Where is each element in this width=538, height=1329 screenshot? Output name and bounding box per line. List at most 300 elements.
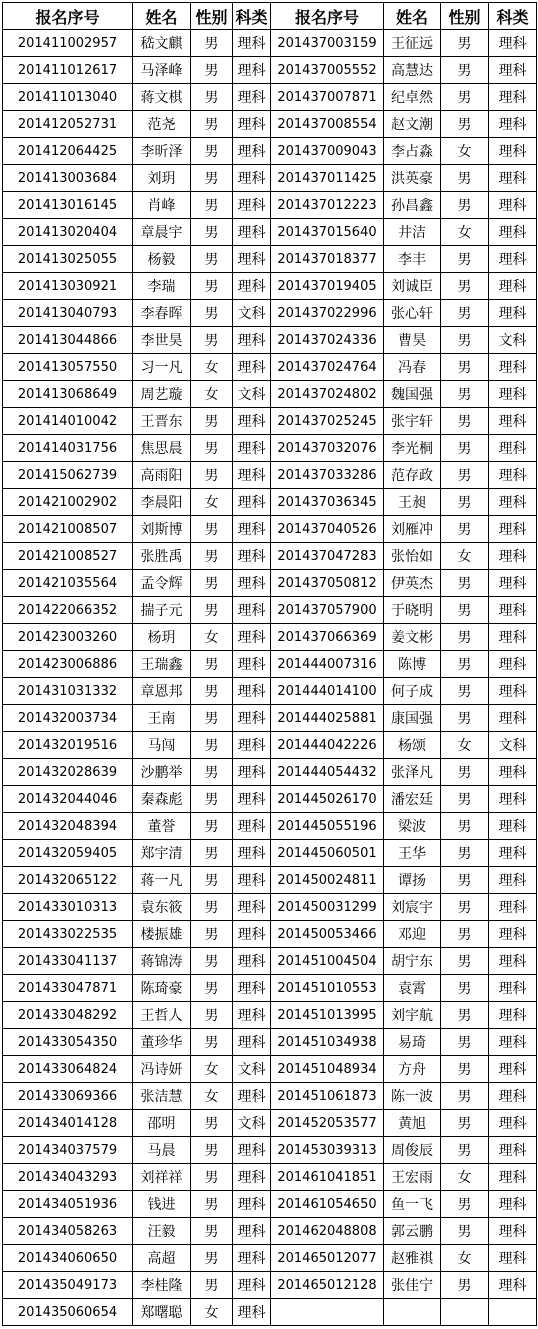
cell-subject: 理科 bbox=[489, 543, 537, 570]
table-row bbox=[3, 1218, 537, 1245]
cell-subject: 理科 bbox=[489, 894, 537, 921]
table-row bbox=[3, 1272, 537, 1299]
cell-gender: 男 bbox=[441, 273, 489, 300]
cell-id: 201437015640 bbox=[271, 219, 384, 246]
cell-gender: 男 bbox=[191, 1272, 233, 1299]
cell-gender: 男 bbox=[191, 1110, 233, 1137]
cell-subject: 理科 bbox=[489, 192, 537, 219]
cell-subject: 文科 bbox=[233, 1056, 271, 1083]
cell-gender: 男 bbox=[191, 948, 233, 975]
cell-gender: 女 bbox=[441, 1164, 489, 1191]
cell-subject: 理科 bbox=[233, 408, 271, 435]
cell-subject: 理科 bbox=[489, 165, 537, 192]
cell-name: 孙昌鑫 bbox=[384, 192, 441, 219]
cell-id: 201437032076 bbox=[271, 435, 384, 462]
cell-subject: 理科 bbox=[489, 813, 537, 840]
cell-name: 肖峰 bbox=[133, 192, 191, 219]
cell-id: 201411012617 bbox=[3, 57, 133, 84]
cell-subject: 理科 bbox=[233, 732, 271, 759]
table-row bbox=[3, 516, 537, 543]
cell-subject: 理科 bbox=[233, 354, 271, 381]
cell-gender: 男 bbox=[191, 327, 233, 354]
cell-subject: 文科 bbox=[233, 300, 271, 327]
cell-id: 201413020404 bbox=[3, 219, 133, 246]
cell-id: 201437050812 bbox=[271, 570, 384, 597]
table-row bbox=[3, 246, 537, 273]
cell-subject: 理科 bbox=[489, 1083, 537, 1110]
cell-name: 张洁慧 bbox=[133, 1083, 191, 1110]
cell-gender: 男 bbox=[191, 597, 233, 624]
cell-id: 201433022535 bbox=[3, 921, 133, 948]
cell-id: 201437009043 bbox=[271, 138, 384, 165]
cell-subject: 理科 bbox=[489, 111, 537, 138]
cell-gender: 男 bbox=[441, 246, 489, 273]
cell-gender: 男 bbox=[441, 1002, 489, 1029]
cell-gender: 男 bbox=[441, 624, 489, 651]
cell-name: 王哲人 bbox=[133, 1002, 191, 1029]
cell-subject: 理科 bbox=[233, 1218, 271, 1245]
cell-name: 嵇文麒 bbox=[133, 30, 191, 57]
cell-gender: 男 bbox=[191, 651, 233, 678]
cell-gender: 男 bbox=[191, 192, 233, 219]
cell-name: 井洁 bbox=[384, 219, 441, 246]
cell-subject: 理科 bbox=[489, 462, 537, 489]
cell-name: 于晓明 bbox=[384, 597, 441, 624]
cell-id: 201435060654 bbox=[3, 1299, 133, 1326]
cell-subject: 理科 bbox=[489, 948, 537, 975]
cell-subject: 理科 bbox=[489, 570, 537, 597]
cell-gender: 男 bbox=[191, 543, 233, 570]
cell-name: 李桂隆 bbox=[133, 1272, 191, 1299]
cell-name: 袁东筱 bbox=[133, 894, 191, 921]
cell-gender: 男 bbox=[441, 57, 489, 84]
cell-id: 201413030921 bbox=[3, 273, 133, 300]
cell-subject: 理科 bbox=[233, 57, 271, 84]
cell-name: 汪毅 bbox=[133, 1218, 191, 1245]
cell-id: 201437024336 bbox=[271, 327, 384, 354]
cell-gender: 男 bbox=[191, 1029, 233, 1056]
cell-subject: 理科 bbox=[233, 786, 271, 813]
cell-id: 201450053466 bbox=[271, 921, 384, 948]
cell-id: 201433041137 bbox=[3, 948, 133, 975]
cell-name: 揣子元 bbox=[133, 597, 191, 624]
cell-name: 高慧达 bbox=[384, 57, 441, 84]
cell-name: 杨颂 bbox=[384, 732, 441, 759]
cell-gender: 男 bbox=[441, 705, 489, 732]
cell-gender: 男 bbox=[441, 1083, 489, 1110]
cell-name: 王昶 bbox=[384, 489, 441, 516]
col-header-gender: 性别 bbox=[191, 3, 233, 30]
table-row bbox=[3, 543, 537, 570]
cell-name: 曹昊 bbox=[384, 327, 441, 354]
cell-id: 201461041851 bbox=[271, 1164, 384, 1191]
cell-subject: 理科 bbox=[489, 30, 537, 57]
cell-id: 201413003684 bbox=[3, 165, 133, 192]
cell-id: 201451013995 bbox=[271, 1002, 384, 1029]
cell-id: 201415062739 bbox=[3, 462, 133, 489]
cell-subject: 理科 bbox=[489, 1272, 537, 1299]
cell-id: 201421008527 bbox=[3, 543, 133, 570]
cell-subject: 文科 bbox=[233, 1110, 271, 1137]
cell-id: 201437005552 bbox=[271, 57, 384, 84]
cell-subject: 理科 bbox=[233, 840, 271, 867]
cell-subject: 理科 bbox=[489, 300, 537, 327]
cell-name: 杨毅 bbox=[133, 246, 191, 273]
cell-name: 赵文潮 bbox=[384, 111, 441, 138]
cell-subject: 理科 bbox=[489, 489, 537, 516]
cell-id: 201414031756 bbox=[3, 435, 133, 462]
cell-id: 201414010042 bbox=[3, 408, 133, 435]
table-row bbox=[3, 840, 537, 867]
cell-id: 201437025245 bbox=[271, 408, 384, 435]
cell-gender: 男 bbox=[441, 867, 489, 894]
cell-id: 201423006886 bbox=[3, 651, 133, 678]
cell-id: 201434060650 bbox=[3, 1245, 133, 1272]
table-row bbox=[3, 867, 537, 894]
cell-name: 章晨宇 bbox=[133, 219, 191, 246]
cell-id: 201432019516 bbox=[3, 732, 133, 759]
cell-gender: 男 bbox=[441, 462, 489, 489]
cell-gender: 男 bbox=[191, 1002, 233, 1029]
cell-name: 纪卓然 bbox=[384, 84, 441, 111]
cell-gender: 男 bbox=[441, 1110, 489, 1137]
cell-id: 201434014128 bbox=[3, 1110, 133, 1137]
cell-name: 刘诚臣 bbox=[384, 273, 441, 300]
table-row bbox=[3, 597, 537, 624]
cell-id: 201451061873 bbox=[271, 1083, 384, 1110]
cell-gender: 男 bbox=[191, 30, 233, 57]
cell-id: 201437007871 bbox=[271, 84, 384, 111]
table-row bbox=[3, 408, 537, 435]
cell-id: 201433064824 bbox=[3, 1056, 133, 1083]
table-row bbox=[3, 759, 537, 786]
cell-subject: 理科 bbox=[233, 1299, 271, 1326]
cell-gender: 男 bbox=[441, 813, 489, 840]
cell-subject: 理科 bbox=[233, 111, 271, 138]
cell-gender: 女 bbox=[441, 219, 489, 246]
col-header-subject: 科类 bbox=[233, 3, 271, 30]
cell-id: 201445026170 bbox=[271, 786, 384, 813]
cell-id: 201444014100 bbox=[271, 678, 384, 705]
cell-subject: 理科 bbox=[233, 894, 271, 921]
table-row bbox=[3, 1299, 537, 1326]
table-row bbox=[3, 165, 537, 192]
cell-name: 李昕泽 bbox=[133, 138, 191, 165]
cell-subject: 理科 bbox=[233, 1029, 271, 1056]
cell-name: 王宏雨 bbox=[384, 1164, 441, 1191]
table-row bbox=[3, 921, 537, 948]
cell-subject: 理科 bbox=[489, 705, 537, 732]
cell-gender: 男 bbox=[441, 597, 489, 624]
cell-gender: 男 bbox=[191, 462, 233, 489]
cell-name: 张怡如 bbox=[384, 543, 441, 570]
cell-id: 201453039313 bbox=[271, 1137, 384, 1164]
cell-name: 洪英豪 bbox=[384, 165, 441, 192]
table-row bbox=[3, 273, 537, 300]
cell-name: 陈博 bbox=[384, 651, 441, 678]
cell-subject: 理科 bbox=[489, 381, 537, 408]
table-row bbox=[3, 1083, 537, 1110]
cell-name: 易琦 bbox=[384, 1029, 441, 1056]
cell-id: 201432059405 bbox=[3, 840, 133, 867]
cell-id: 201465012128 bbox=[271, 1272, 384, 1299]
cell-gender: 男 bbox=[441, 786, 489, 813]
cell-id: 201437003159 bbox=[271, 30, 384, 57]
cell-gender: 男 bbox=[441, 408, 489, 435]
cell-subject: 理科 bbox=[233, 84, 271, 111]
cell-subject: 理科 bbox=[233, 1191, 271, 1218]
table-row bbox=[3, 732, 537, 759]
cell-subject: 理科 bbox=[489, 975, 537, 1002]
cell-subject: 理科 bbox=[233, 1002, 271, 1029]
cell-subject: 理科 bbox=[489, 84, 537, 111]
cell-gender: 男 bbox=[191, 894, 233, 921]
cell-gender: 男 bbox=[191, 570, 233, 597]
table-row bbox=[3, 1110, 537, 1137]
cell-name: 邵明 bbox=[133, 1110, 191, 1137]
cell-id: 201432048394 bbox=[3, 813, 133, 840]
cell-subject: 理科 bbox=[233, 543, 271, 570]
cell-subject: 理科 bbox=[489, 759, 537, 786]
cell-gender: 男 bbox=[441, 975, 489, 1002]
cell-name: 刘雁冲 bbox=[384, 516, 441, 543]
cell-id: 201451048934 bbox=[271, 1056, 384, 1083]
cell-subject: 理科 bbox=[233, 516, 271, 543]
cell-subject: 理科 bbox=[233, 867, 271, 894]
cell-id: 201412052731 bbox=[3, 111, 133, 138]
cell-subject: 理科 bbox=[489, 1137, 537, 1164]
cell-subject: 理科 bbox=[233, 327, 271, 354]
cell-id: 201434058263 bbox=[3, 1218, 133, 1245]
cell-subject: 理科 bbox=[233, 1083, 271, 1110]
cell-gender: 女 bbox=[441, 732, 489, 759]
cell-subject: 理科 bbox=[233, 570, 271, 597]
table-row bbox=[3, 192, 537, 219]
cell-name: 马闯 bbox=[133, 732, 191, 759]
cell-gender: 男 bbox=[441, 1137, 489, 1164]
cell-gender: 男 bbox=[441, 30, 489, 57]
cell-subject: 理科 bbox=[233, 975, 271, 1002]
table-row bbox=[3, 1245, 537, 1272]
table-row bbox=[3, 489, 537, 516]
table-row bbox=[3, 894, 537, 921]
cell-subject: 理科 bbox=[233, 813, 271, 840]
cell-name: 赵雅祺 bbox=[384, 1245, 441, 1272]
cell-name: 魏国强 bbox=[384, 381, 441, 408]
cell-name: 周俊辰 bbox=[384, 1137, 441, 1164]
col-header-name: 姓名 bbox=[133, 3, 191, 30]
cell-subject: 理科 bbox=[233, 165, 271, 192]
cell-id: 201432044046 bbox=[3, 786, 133, 813]
cell-gender: 男 bbox=[191, 57, 233, 84]
cell-subject: 理科 bbox=[233, 138, 271, 165]
cell-id: 201432065122 bbox=[3, 867, 133, 894]
cell-id: 201437024802 bbox=[271, 381, 384, 408]
cell-name: 胡宁东 bbox=[384, 948, 441, 975]
cell-id: 201411002957 bbox=[3, 30, 133, 57]
cell-id: 201462048808 bbox=[271, 1218, 384, 1245]
cell-name: 冯春 bbox=[384, 354, 441, 381]
cell-name: 范尧 bbox=[133, 111, 191, 138]
cell-id: 201422066352 bbox=[3, 597, 133, 624]
cell-gender: 男 bbox=[191, 1245, 233, 1272]
cell-subject: 理科 bbox=[233, 219, 271, 246]
cell-id: 201444025881 bbox=[271, 705, 384, 732]
cell-name: 张心轩 bbox=[384, 300, 441, 327]
cell-subject: 理科 bbox=[233, 597, 271, 624]
cell-subject: 理科 bbox=[489, 651, 537, 678]
table-row bbox=[3, 1191, 537, 1218]
cell-subject: 理科 bbox=[233, 1164, 271, 1191]
table-row bbox=[3, 138, 537, 165]
cell-gender: 男 bbox=[191, 516, 233, 543]
table-row bbox=[3, 219, 537, 246]
cell-gender: 男 bbox=[191, 273, 233, 300]
cell-subject: 理科 bbox=[489, 1218, 537, 1245]
cell-name: 郭云鹏 bbox=[384, 1218, 441, 1245]
cell-name: 李晨阳 bbox=[133, 489, 191, 516]
table-row bbox=[3, 435, 537, 462]
cell-name: 袁霄 bbox=[384, 975, 441, 1002]
cell-subject bbox=[489, 1299, 537, 1326]
cell-subject: 理科 bbox=[489, 1056, 537, 1083]
cell-gender: 男 bbox=[191, 975, 233, 1002]
cell-gender: 男 bbox=[441, 894, 489, 921]
table-row bbox=[3, 1002, 537, 1029]
cell-id: 201445060501 bbox=[271, 840, 384, 867]
cell-subject: 理科 bbox=[233, 921, 271, 948]
cell-gender: 女 bbox=[191, 354, 233, 381]
cell-name: 李光桐 bbox=[384, 435, 441, 462]
cell-gender: 男 bbox=[441, 651, 489, 678]
cell-subject: 理科 bbox=[489, 138, 537, 165]
header-row bbox=[3, 3, 537, 30]
cell-id: 201437022996 bbox=[271, 300, 384, 327]
cell-gender bbox=[441, 1299, 489, 1326]
cell-subject: 理科 bbox=[233, 489, 271, 516]
cell-subject: 理科 bbox=[489, 1029, 537, 1056]
cell-name: 张胜禹 bbox=[133, 543, 191, 570]
cell-name: 黄旭 bbox=[384, 1110, 441, 1137]
table-row bbox=[3, 354, 537, 381]
cell-subject: 理科 bbox=[489, 867, 537, 894]
cell-id: 201444054432 bbox=[271, 759, 384, 786]
cell-gender: 男 bbox=[441, 1191, 489, 1218]
cell-gender: 男 bbox=[441, 840, 489, 867]
cell-gender: 男 bbox=[441, 1272, 489, 1299]
cell-subject: 理科 bbox=[233, 30, 271, 57]
cell-name: 谭扬 bbox=[384, 867, 441, 894]
cell-gender: 男 bbox=[191, 759, 233, 786]
cell-gender: 男 bbox=[441, 678, 489, 705]
cell-id: 201432003734 bbox=[3, 705, 133, 732]
cell-subject: 理科 bbox=[233, 1245, 271, 1272]
cell-gender: 男 bbox=[191, 732, 233, 759]
cell-gender: 男 bbox=[191, 219, 233, 246]
cell-subject: 理科 bbox=[233, 462, 271, 489]
cell-id: 201437019405 bbox=[271, 273, 384, 300]
cell-subject: 理科 bbox=[233, 435, 271, 462]
cell-name: 马泽峰 bbox=[133, 57, 191, 84]
cell-subject: 理科 bbox=[489, 1245, 537, 1272]
cell-id: 201437024764 bbox=[271, 354, 384, 381]
table-row bbox=[3, 84, 537, 111]
cell-id: 201444007316 bbox=[271, 651, 384, 678]
cell-id: 201437066369 bbox=[271, 624, 384, 651]
cell-id: 201461054650 bbox=[271, 1191, 384, 1218]
admission-list-table bbox=[2, 2, 537, 1326]
cell-id: 201465012077 bbox=[271, 1245, 384, 1272]
cell-gender: 男 bbox=[441, 489, 489, 516]
cell-name: 沙鹏举 bbox=[133, 759, 191, 786]
cell-id: 201437018377 bbox=[271, 246, 384, 273]
table-row bbox=[3, 678, 537, 705]
cell-name: 何子成 bbox=[384, 678, 441, 705]
table-row bbox=[3, 57, 537, 84]
cell-id: 201412064425 bbox=[3, 138, 133, 165]
cell-name: 刘祥祥 bbox=[133, 1164, 191, 1191]
cell-name: 张泽凡 bbox=[384, 759, 441, 786]
cell-subject: 理科 bbox=[233, 948, 271, 975]
cell-subject: 理科 bbox=[489, 597, 537, 624]
cell-subject: 理科 bbox=[489, 840, 537, 867]
cell-name: 蒋文棋 bbox=[133, 84, 191, 111]
cell-subject: 理科 bbox=[489, 516, 537, 543]
cell-name: 刘斯博 bbox=[133, 516, 191, 543]
cell-id: 201445055196 bbox=[271, 813, 384, 840]
cell-id: 201437008554 bbox=[271, 111, 384, 138]
cell-name: 楼振雄 bbox=[133, 921, 191, 948]
cell-id: 201413025055 bbox=[3, 246, 133, 273]
table-row bbox=[3, 1137, 537, 1164]
table-body bbox=[3, 30, 537, 1326]
cell-subject: 理科 bbox=[233, 678, 271, 705]
cell-id: 201434043293 bbox=[3, 1164, 133, 1191]
cell-gender: 男 bbox=[191, 300, 233, 327]
cell-name: 蒋一凡 bbox=[133, 867, 191, 894]
cell-subject: 理科 bbox=[489, 435, 537, 462]
cell-gender: 男 bbox=[441, 1029, 489, 1056]
table-row bbox=[3, 462, 537, 489]
cell-gender: 男 bbox=[441, 570, 489, 597]
cell-gender: 男 bbox=[441, 435, 489, 462]
cell-gender: 女 bbox=[191, 624, 233, 651]
cell-subject: 理科 bbox=[233, 1272, 271, 1299]
table-row bbox=[3, 111, 537, 138]
cell-gender: 男 bbox=[191, 840, 233, 867]
cell-name: 张佳宁 bbox=[384, 1272, 441, 1299]
cell-id: 201452053577 bbox=[271, 1110, 384, 1137]
cell-gender: 男 bbox=[191, 921, 233, 948]
cell-gender: 男 bbox=[191, 1164, 233, 1191]
cell-subject: 理科 bbox=[233, 624, 271, 651]
cell-id: 201413057550 bbox=[3, 354, 133, 381]
table-row bbox=[3, 30, 537, 57]
cell-id: 201433069366 bbox=[3, 1083, 133, 1110]
cell-id: 201433054350 bbox=[3, 1029, 133, 1056]
cell-id: 201451010553 bbox=[271, 975, 384, 1002]
cell-subject: 理科 bbox=[489, 678, 537, 705]
cell-gender: 男 bbox=[191, 1137, 233, 1164]
table-row bbox=[3, 570, 537, 597]
cell-id: 201421002902 bbox=[3, 489, 133, 516]
cell-gender: 女 bbox=[191, 1056, 233, 1083]
cell-subject: 文科 bbox=[489, 327, 537, 354]
table-row bbox=[3, 624, 537, 651]
cell-gender: 女 bbox=[191, 381, 233, 408]
cell-gender: 男 bbox=[441, 1218, 489, 1245]
cell-gender: 男 bbox=[441, 111, 489, 138]
